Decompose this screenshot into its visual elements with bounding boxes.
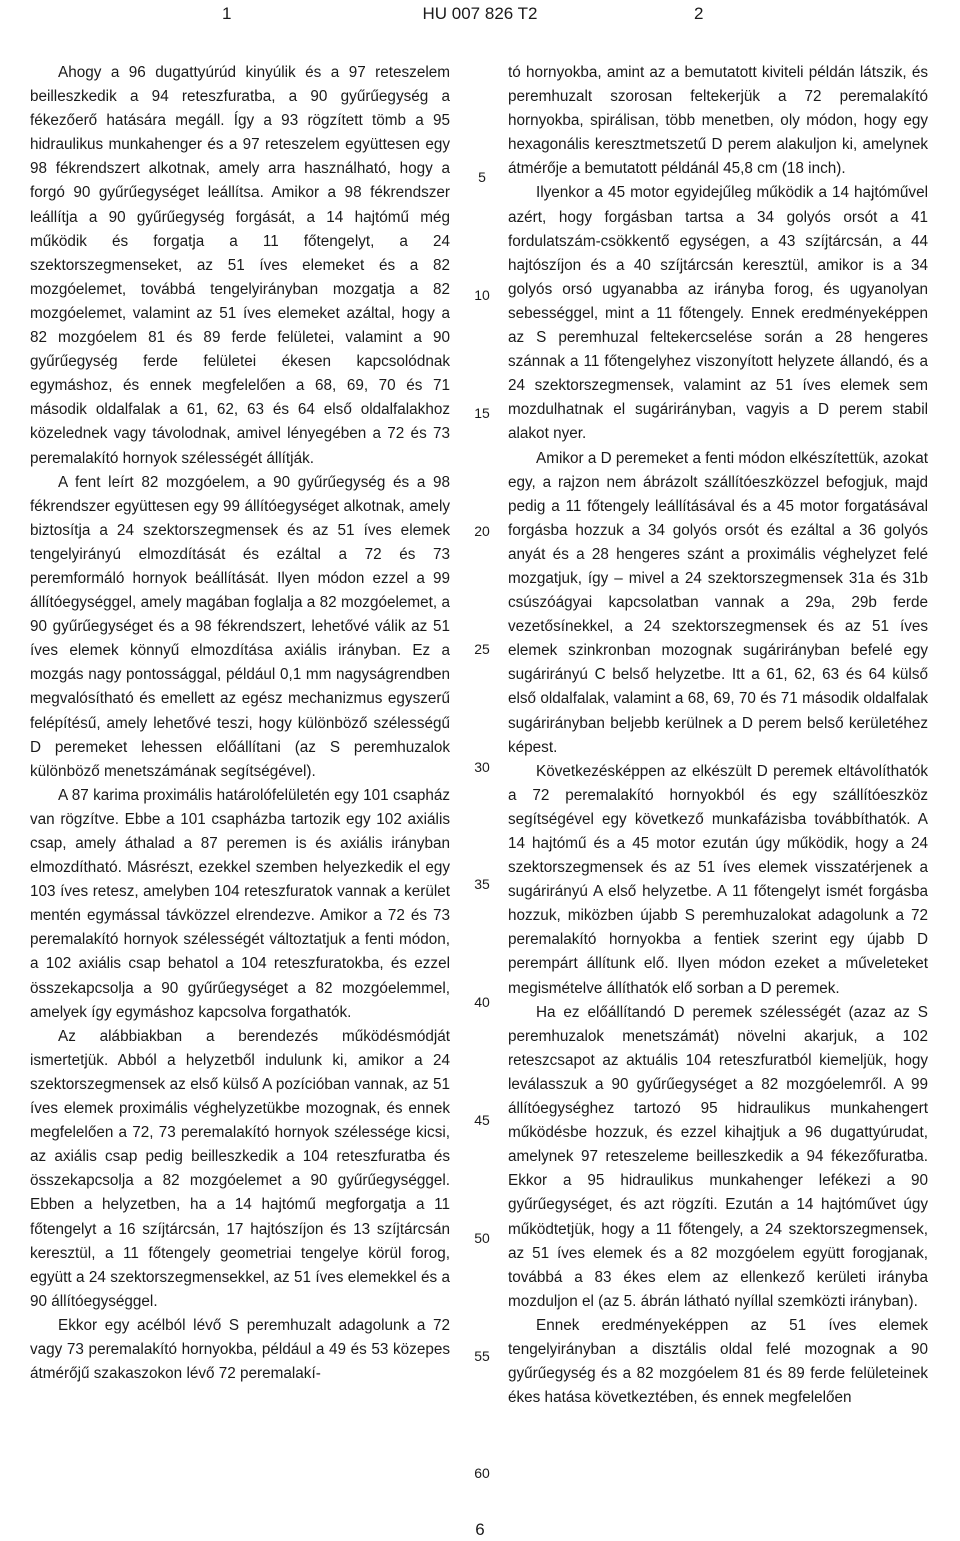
line-number: 25 (474, 641, 490, 657)
paragraph: Következésképpen az elkészült D peremek eltávolíthatók a 72 peremalakító hornyokból és egy szállítóeszköz segítségével egy következő munkafázisba továbbíthatók. A 14 hajtómű és a 45 motor ezután úgy működik, hogy a 24 szektorszegmensek és az 51 íves elemek visszatérjenek a sugárirányú A első helyzetbe. A 11 főtengelyt ismét forgásba hozzuk, miközben újabb S peremhuzalokat adagolunk a 72 peremalakító hornyokba a fentiek szerint egy újabb D perempárt állítunk elő. Ilyen módon ezeket a műveleteket megismételve állíthatók elő sorban a D peremek. (508, 762, 928, 997)
paragraph: Amikor a D peremeket a fenti módon elkészítettük, azokat egy, a rajzon nem ábrázolt szállítóeszközzel befogjuk, majd pedig a 11 főtengely leállításával és a 45 motor forgatásával forgásba hozzuk a 34 golyós orsót és ezáltal a 36 golyós anyát és a 28 hengeres szánt a proximális véghelyzet felé mozgatjuk, így – mivel a 24 szektorszegmensek 31a és 31b csúszóágyai kapcsolatban vannak a 29a, 29b ferde vezetősínekkel, a 24 szektorszegmensek és az 51 íves elemek szinkronban mozognak sugárirányban befelé egy sugárirányú C belső helyzetbe. Itt a 61, 62, 63 és 64 külső első oldalfalak, valamint a 68, 69, 70 és 71 második oldalfalak sugárirányban beljebb kerülnek a D perem belső kerületéhez képest. (508, 449, 928, 756)
line-number: 35 (474, 876, 490, 892)
paragraph: A fent leírt 82 mozgóelem, a 90 gyűrűegység és a 98 fékrendszer együttesen egy 99 állítóegységet alkotnak, amely biztosítja a 24 szektorszegmensek és az 51 íves elemek tengelyirányú elmozdítását és ezáltal a 72 és 73 peremformáló hornyok beállítását. Ilyen módon ezzel a 99 állítóegységgel, amely magában foglalja a 82 mozgóelemet, a 90 gyűrűegységet és a 98 fékrendszert, lehetővé válik az 51 íves elemek könnyű elmozdítása axiális irányban. Ez a mozgás nagy pontossággal, például 0,1 mm nagyságrendben megvalósítható és emellett az egész mechanizmus egyszerű felépítésű, amely lehetővé teszi, hogy különböző szélességű D peremeket lehessen előállítani (az S peremhuzalok különböző menetszámának segítségével). (30, 473, 450, 780)
line-number: 50 (474, 1230, 490, 1246)
line-number: 15 (474, 405, 490, 421)
paragraph: Ha ez előállítandó D peremek szélességét (azaz az S peremhuzalok menetszámát) növelni akarjuk, a 102 reteszcsapot az aktuális 104 reteszfuratból kiemeljük, hogy leválasszuk a 90 gyűrűegységet a 82 mozgóelemről. A 99 állítóegységhez tartozó 95 hidraulikus munkahengert működésbe hozzuk, és ezzel kihajtjuk a 96 dugattyúrudat, amelynek 97 reteszeleme beilleszkedik a 94 fékezőfuratba. Ekkor a 95 hidraulikus munkahenger lefékezi a 90 gyűrűegységet, és azt rögzíti. Ezután a 14 hajtóművet úgy működtetjük, hogy a 11 főtengely, a 24 szektorszegmensek, az 51 íves elemek és a 82 mozgóelem együtt forogjanak, továbbá a 83 ékes elem az ellenkező kerületi irányba mozduljon el (az 5. ábrán látható nyíllal szemközti irányban). (508, 1003, 928, 1310)
line-number: 60 (474, 1465, 490, 1481)
left-text-column (30, 61, 450, 1386)
right-text-column (508, 61, 928, 1410)
paragraph: tó hornyokba, amint az a bemutatott kiviteli példán látszik, és peremhuzalt szorosan feltekerjük a 72 peremalakító hornyokba, spirálisan, több menetben, oly módon, hogy egy hexagonális keresztmetszetű D perem alakuljon ki, amelynek átmérője a bemutatott példánál 45,8 cm (18 inch). (508, 64, 928, 178)
line-number: 20 (474, 523, 490, 539)
paragraph: A 87 karima proximális határolófelületén egy 101 csapház van rögzítve. Ebbe a 101 csapházba tartozik egy 102 axiális csap, amely áthalad a 87 peremen is és axiális irányban elmozdítható. Másrészt, ezekkel szemben helyezkedik el egy 103 íves retesz, amelyben 104 reteszfuratok vannak a kerület mentén egymással távközzel elrendezve. Amikor a 72 és 73 peremalakító hornyok szélességét változtatjuk a fenti módon, a 102 axiális csap behatol a 104 reteszfuratokba, és ezzel összekapcsolja a 90 gyűrűegységet a 82 mozgóelemmel, amelyek így egymáshoz kapcsolva forgathatók. (30, 786, 450, 1021)
paragraph: Ilyenkor a 45 motor egyidejűleg működik a 14 hajtóművel azért, hogy forgásban tartsa a 34 golyós orsót a 41 fordulatszám-csökkentő egységen, a 43 szíjtárcsán, a 44 hajtószíjon és a 40 szíjtárcsán keresztül, amikor is a 34 golyós orsó ugyanabba az irányba forog, és ugyanolyan sebességgel, mint a 11 főtengely. Ennek eredményeképpen az S peremhuzal feltekercselése során a 28 hengeres szánnak a 11 főtengelyhez viszonyított helyzete állandó, és a 24 szektorszegmensek, valamint az 51 íves elemek sem mozdulhatnak el sugárirányban, vagyis a D perem stabil alakot nyer. (508, 184, 928, 443)
paragraph: Ennek eredményeképpen az 51 íves elemek tengelyirányban a disztális oldal felé mozognak a 90 gyűrűegység és a 82 mozgóelem 81 és 89 ferde felületeinek ékes hatása következtében, és ennek megfelelően (508, 1316, 928, 1407)
line-number: 45 (474, 1112, 490, 1128)
footer-page-number: 6 (475, 1520, 485, 1539)
page-number-left: 1 (222, 4, 232, 23)
line-number: 40 (474, 994, 490, 1010)
line-number: 5 (478, 169, 486, 185)
page-number-right: 2 (694, 4, 704, 23)
line-number: 55 (474, 1348, 490, 1364)
line-number: 30 (474, 759, 490, 775)
paragraph: Ahogy a 96 dugattyúrúd kinyúlik és a 97 reteszelem beilleszkedik a 94 reteszfuratba, a 90 gyűrűegység a fékezőerő hatására megáll. Így a 93 rögzített tömb a 95 hidraulikus munkahenger és a 97 reteszelem együttesen egy 98 fékrendszert alkotnak, amely arra használható, hogy a forgó 90 gyűrűegységet leállítsa. Amikor a 98 fékrendszer leállítja a 90 gyűrűegység forgását, a 14 hajtómű még működik és forgatja a 11 főtengelyt, a 24 szektorszegmenseket, az 51 íves elemeket és a 82 mozgóelemet, továbbá tengelyirányban mozgatja a 82 mozgóelemet, valamint az 51 íves elemeket azáltal, hogy a 82 mozgóelem 81 és 89 ferde felületei, valamint a 90 gyűrűegység ferde felületei ékesen kapcsolódnak egymáshoz, és ennek megfelelően a 68, 69, 70 és 71 második oldalfalak a 61, 62, 63 és 64 első oldalfalakhoz közelednek vagy távolodnak, amivel lényegében a 72 és 73 peremalakító hornyok szélességét állítják. (30, 64, 450, 467)
line-number: 10 (474, 287, 490, 303)
paragraph: Az alábbiakban a berendezés működésmódját ismertetjük. Abból a helyzetből indulunk ki, amikor a 24 szektorszegmensek az első külső A pozícióban vannak, az 51 íves elemek proximális véghelyzetükbe mozognak, és ennek megfelelően a 72, 73 peremalakító hornyok szélessége kicsi, az axiális csap pedig beilleszkedik a 104 reteszfuratba és összekapcsolja a 82 mozgóelemet a 90 gyűrűegységgel. Ebben a helyzetben, ha a 14 hajtómű megforgatja a 11 főtengelyt a 16 szíjtárcsán, 17 hajtószíjon és 13 szíjtárcsán keresztül, a 11 főtengely geometriai tengelye körül forog, együtt a 24 szektorszegmensekkel, az 51 íves elemekkel és a 90 állítóegységgel. (30, 1027, 450, 1310)
patent-id: HU 007 826 T2 (422, 4, 538, 23)
paragraph: Ekkor egy acélból lévő S peremhuzalt adagolunk a 72 vagy 73 peremalakító hornyokba, például a 49 és 53 közepes átmérőjű szakaszokon lévő 72 peremalakí- (30, 1316, 450, 1383)
